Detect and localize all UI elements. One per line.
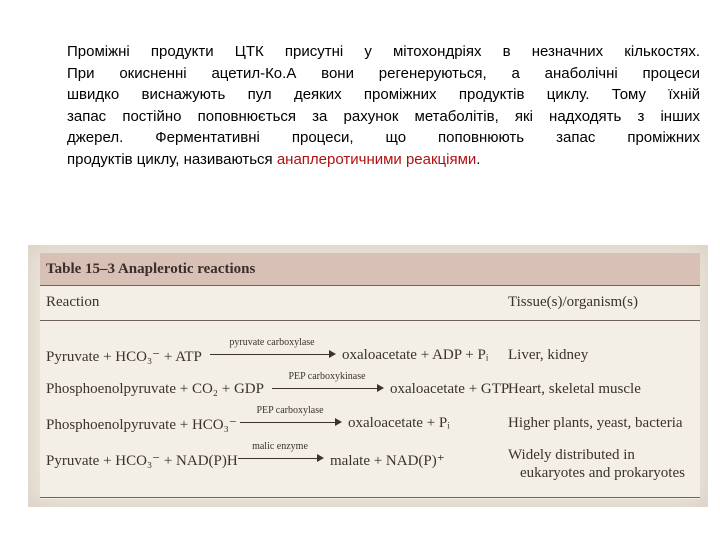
row-tissue-line-1: Widely distributed in xyxy=(508,447,635,463)
reaction-arrow-icon xyxy=(210,354,334,355)
row-tissue: Heart, skeletal muscle xyxy=(508,381,641,397)
reaction-arrow-icon xyxy=(272,388,382,389)
table-bottom-rule xyxy=(40,497,700,498)
intro-line-1: Проміжні продукти ЦТК присутні у мітохондріях в незначних кількостях. xyxy=(67,43,700,60)
intro-line-2: При окисненні ацетил-Ко.А вони регенеруються, а анаболічні процеси xyxy=(67,64,700,82)
row-enzyme: PEP carboxylase xyxy=(256,405,324,416)
row-enzyme: pyruvate carboxylase xyxy=(229,337,315,348)
table-photo xyxy=(28,245,708,507)
reaction-arrow-icon xyxy=(238,458,322,459)
anaplerotic-term: анаплеротичними реакціями xyxy=(276,150,477,168)
row-tissue: Liver, kidney xyxy=(508,347,589,363)
row-substrates: Phosphoenolpyruvate + CO₂ + GDP xyxy=(46,381,264,397)
intro-line-3: швидко виснажують пул деяких проміжних продуктів циклу. Тому їхній xyxy=(67,86,700,103)
row-substrates: Pyruvate + HCO₃⁻ + NAD(P)H xyxy=(46,453,238,469)
row-tissue: Higher plants, yeast, bacteria xyxy=(508,415,683,431)
intro-line-5: джерел. Ферментативні процеси, що поповнюють запас проміжних xyxy=(67,129,700,146)
intro-line-4: запас постійно поповнюється за рахунок метаболітів, які надходять з інших xyxy=(67,107,700,125)
row-substrates: Pyruvate + HCO₃⁻ + ATP xyxy=(46,349,202,365)
anaplerotic-table xyxy=(40,253,700,499)
row-substrates: Phosphoenolpyruvate + HCO₃⁻ xyxy=(46,417,237,433)
table-row xyxy=(40,405,700,439)
row-products: malate + NAD(P)⁺ xyxy=(330,453,445,469)
reaction-arrow-icon xyxy=(240,422,340,423)
table-row xyxy=(40,441,700,491)
header-tissue: Tissue(s)/organism(s) xyxy=(508,294,639,310)
row-products: oxaloacetate + Pᵢ xyxy=(348,415,450,431)
table-title: Table 15–3 Anaplerotic reactions xyxy=(40,253,700,285)
intro-last-line-end: . xyxy=(476,150,481,168)
row-tissue-line-2: eukaryotes and prokaryotes xyxy=(520,465,685,481)
intro-line-6 xyxy=(67,149,700,171)
table-row xyxy=(40,371,700,405)
row-enzyme: malic enzyme xyxy=(252,441,308,452)
intro-last-line-start: продуктів циклу, називаються xyxy=(67,150,277,168)
row-enzyme: PEP carboxykinase xyxy=(288,371,366,382)
table-header xyxy=(40,285,700,321)
row-products: oxaloacetate + ADP + Pᵢ xyxy=(342,347,489,363)
row-products: oxaloacetate + GTP xyxy=(390,381,510,397)
table-row xyxy=(40,337,700,371)
intro-paragraph xyxy=(67,41,700,170)
header-reaction: Reaction xyxy=(46,294,100,310)
